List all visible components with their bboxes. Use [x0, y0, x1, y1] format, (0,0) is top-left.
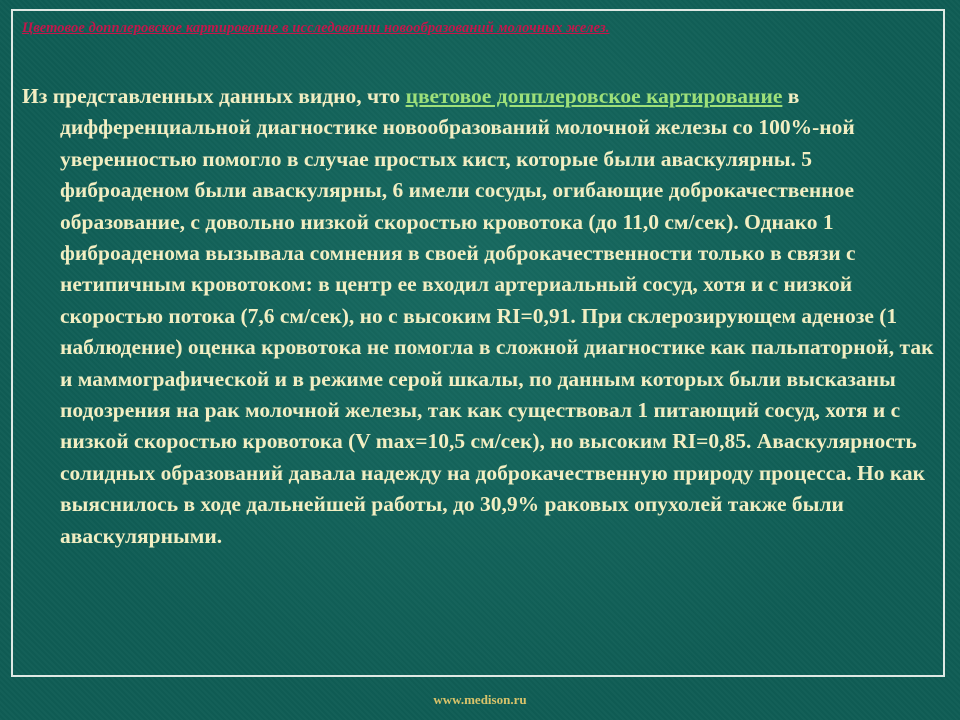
footer-url[interactable]: www.medison.ru — [433, 692, 527, 707]
paragraph-rest: в дифференциальной диагностике новообразований молочной железы со 100%-ной уверенностью помогло в случае простых кист, которые были аваскулярны. 5 фиброаденом были аваскулярны, 6 имели сосуды, огибающие доброкачественное образование, с довольно низкой скоростью кровотока (до 11,0 см/сек). Однако 1 фиброаденома вызывала сомнения в своей доброкачественности только в связи с нетипичным кровотоком: в центр ее входил артериальный сосуд, хотя и с низкой скоростью потока (7,6 см/сек), но с высоким RI=0,91. При склерозирующем аденозе (1 наблюдение) оценка кровотока не помогла в сложной диагностике как пальпаторной, так и маммографической и в режиме серой шкалы, по данным которых были высказаны подозрения на рак молочной железы, так как существовал 1 питающий сосуд, хотя и с низкой скоростью кровотока (V max=10,5 см/сек), но высоким RI=0,85. Аваскулярность солидных образований давала надежду на доброкачественную природу процесса. Но как выяснилось в ходе дальнейшей работы, до 30,9% раковых опухолей также были аваскулярными. — [60, 84, 934, 548]
paragraph-intro: Из представленных данных видно, что — [22, 84, 406, 108]
slide-title[interactable]: Цветовое допплеровское картирование в исследовании новообразований молочных желез. — [22, 20, 610, 36]
slide-body-paragraph — [22, 81, 942, 552]
doppler-mapping-link[interactable]: цветовое допплеровское картирование — [405, 84, 783, 108]
